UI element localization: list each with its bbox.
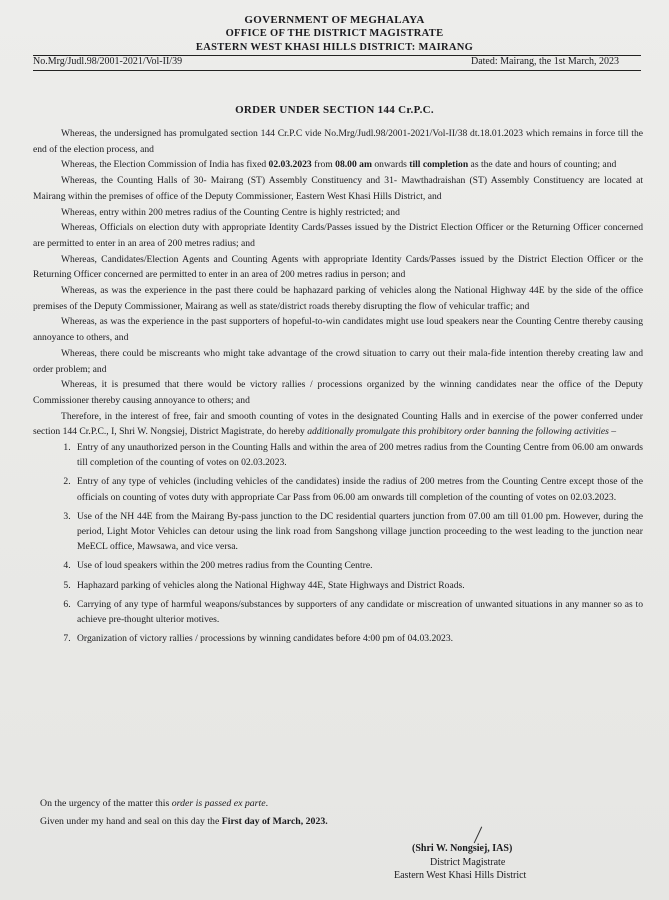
signatory-designation: District Magistrate xyxy=(430,856,506,868)
paragraph-11: Therefore, in the interest of free, fair and smooth counting of votes in the designated Counting Halls and in exercise of the power conferred under section 144 Cr.P.C., I, Shri W. Nongsiej, District Magistrate, do hereby additionally promulgate this prohibitory order banning the following activities – xyxy=(33,410,643,438)
signatory-name: (Shri W. Nongsiej, IAS) xyxy=(412,843,513,854)
paragraph-3: Whereas, the Counting Halls of 30- Mairang (ST) Assembly Constituency and 31- Mawthadraishan (ST) Assembly Constituency are located at Mairang within the premises of office of the Deputy Commissioner, Eastern West Khasi Hills District, and xyxy=(33,175,643,202)
reference-line xyxy=(33,56,639,71)
prohibited-activities-list xyxy=(33,440,643,646)
order-body xyxy=(33,126,643,651)
header-district: EASTERN WEST KHASI HILLS DISTRICT: MAIRANG xyxy=(195,42,474,53)
paragraph-10: Whereas, it is presumed that there would be victory rallies / processions organized by the winning candidates near the office of the Deputy Commissioner thereby causing annoyance to others; and xyxy=(33,379,643,406)
header-government: GOVERNMENT OF MEGHALAYA xyxy=(244,14,425,26)
header-office: OFFICE OF THE DISTRICT MAGISTRATE xyxy=(225,28,444,39)
list-item: 6. Carrying of any type of harmful weapons/substances by supporters of any candidate or miscreation of unwanted situations in any manner so as to achieve pre-thought ulterior motives. xyxy=(73,597,643,627)
signatory-district: Eastern West Khasi Hills District xyxy=(394,870,527,881)
header-rule-bottom xyxy=(33,70,641,71)
paragraph-4: Whereas, entry within 200 metres radius of the Counting Centre is highly restricted; and xyxy=(61,206,400,218)
paragraph-5: Whereas, Officials on election duty with appropriate Identity Cards/Passes issued by the District Election Officer or the Returning Officer concerned are permitted to enter in an area of 200 metres radius; and xyxy=(33,222,643,249)
paragraph-6: Whereas, Candidates/Election Agents and Counting Agents with appropriate Identity Cards/Passes issued by the District Election Officer or the Returning Officer concerned are permitted to enter in an area of 200 metres radius in person; and xyxy=(33,253,643,281)
list-item: 1. Entry of any unauthorized person in the Counting Halls and within the area of 200 metres radius from the Counting Centre from 06.00 am onwards till completion of the counting of votes on 02.03.2023. xyxy=(73,440,643,470)
closing-statements xyxy=(40,795,328,831)
order-title: ORDER UNDER SECTION 144 Cr.P.C. xyxy=(235,104,434,116)
signature-block xyxy=(394,842,526,883)
list-item: 5. Haphazard parking of vehicles along the National Highway 44E, State Highways and District Roads. xyxy=(73,578,643,593)
ex-parte-line: On the urgency of the matter this order is passed ex parte. xyxy=(40,798,269,809)
order-date: Dated: Mairang, the 1st March, 2023 xyxy=(470,56,619,67)
list-item: 7. Organization of victory rallies / processions by winning candidates before 4:00 pm of 04.03.2023. xyxy=(73,631,643,646)
list-item: 4. Use of loud speakers within the 200 metres radius from the Counting Centre. xyxy=(73,558,643,573)
reference-number: No.Mrg/Judl.98/2001-2021/Vol-II/39 xyxy=(33,56,183,67)
paragraph-7: Whereas, as was the experience in the past there could be haphazard parking of vehicles along the National Highway 44E by the side of the office premises of the Deputy Commissioner, Mairang as well as state/district roads thereby disrupting the flow of vehicular traffic; and xyxy=(33,285,643,312)
list-item: 3. Use of the NH 44E from the Mairang By-pass junction to the DC residential quarters junction from 07.00 am till 01.00 pm. However, during the period, Light Motor Vehicles can detour using the link road from Sangshong village junction proceeding to the west leading to the junction near MeECL office, Mawsawa, and vice versa. xyxy=(73,509,643,555)
paragraph-8: Whereas, as was the experience in the past supporters of hopeful-to-win candidates might use loud speakers near the Counting Centre thereby causing annoyance to others, and xyxy=(33,316,643,344)
paragraph-2: Whereas, the Election Commission of India has fixed 02.03.2023 from 08.00 am onwards till completion as the date and hours of counting; and xyxy=(61,159,617,171)
given-under-hand-line: Given under my hand and seal on this day the First day of March, 2023. xyxy=(40,816,328,827)
list-item: 2. Entry of any type of vehicles (including vehicles of the candidates) inside the radius of 200 metres from the Counting Centre except those of the officials on counting of votes duty with appropriate Car Pass from 06.00 am onwards till completion of the counting of votes on 02.03.2023. xyxy=(73,474,643,504)
paragraph-1: Whereas, the undersigned has promulgated section 144 Cr.P.C vide No.Mrg/Judl.98/2001-2021/Vol-II/38 dt.18.01.2023 which remains in force till the end of the election process, and xyxy=(33,128,643,155)
paragraph-9: Whereas, there could be miscreants who might take advantage of the crowd situation to carry out their mala-fide intention thereby creating law and order problem; and xyxy=(33,347,643,375)
